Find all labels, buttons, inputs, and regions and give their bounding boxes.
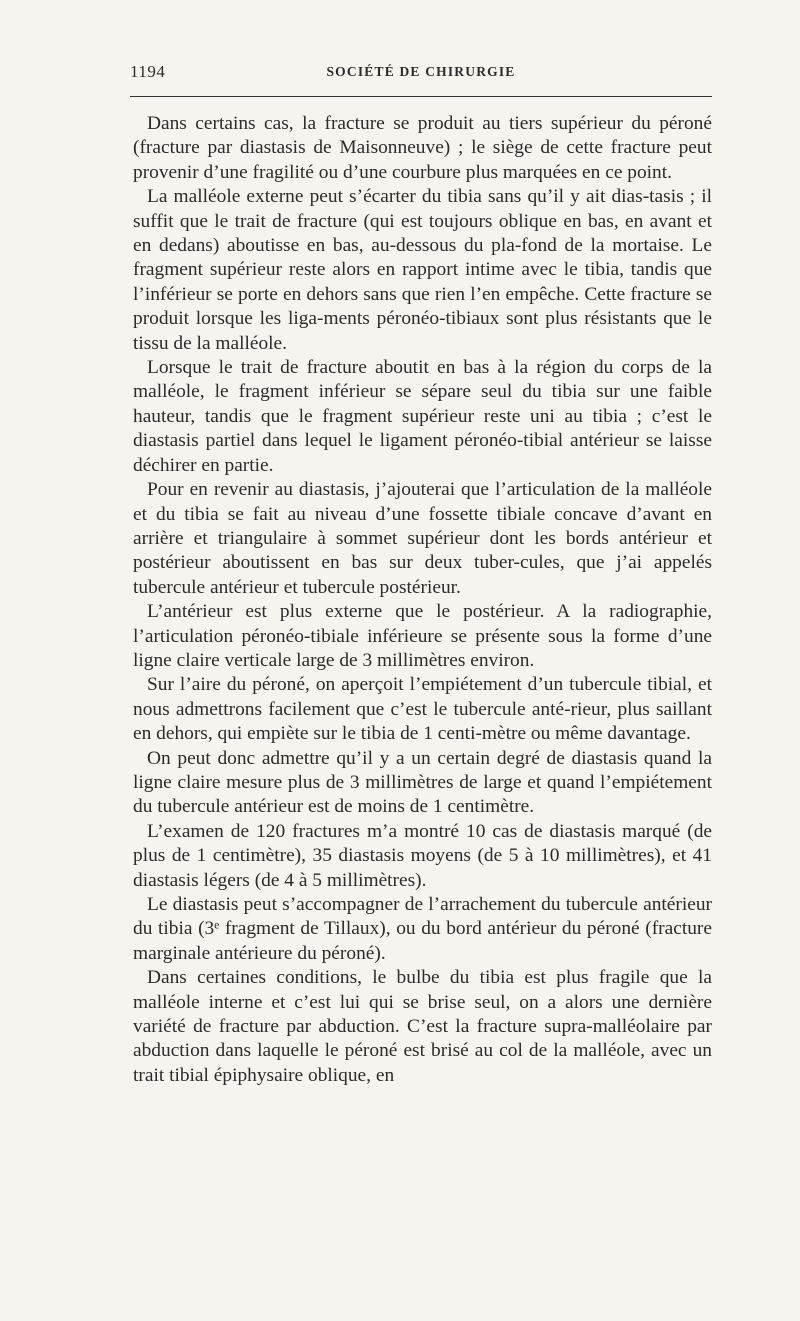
page-number: 1194 bbox=[130, 62, 166, 81]
paragraph: L’antérieur est plus externe que le postérieur. A la radiographie, l’articulation péronéo-tibiale inférieure se présente sous la forme d’une ligne claire verticale large de 3 millimètres environ. bbox=[133, 601, 712, 671]
paragraph: Dans certains cas, la fracture se produit au tiers supérieur du péroné (fracture par diastasis de Maisonneuve) ; le siège de cette fracture peut provenir d’une fragilité ou d’une courbure plus marquées en ce point. bbox=[133, 113, 712, 183]
paragraph: L’examen de 120 fractures m’a montré 10 cas de diastasis marqué (de plus de 1 centimètre), 35 diastasis moyens (de 5 à 10 millimètres), et 41 diastasis légers (de 4 à 5 millimètres). bbox=[133, 820, 712, 891]
paragraph: Lorsque le trait de fracture aboutit en bas à la région du corps de la malléole, le fragment inférieur se sépare seul du tibia sur une faible hauteur, tandis que le fragment supérieur reste uni au tibia ; c’est le diastasis partiel dans lequel le ligament péronéo-tibial antérieur se laisse déchirer en partie. bbox=[133, 357, 712, 476]
journal-title: SOCIÉTÉ DE CHIRURGIE bbox=[326, 64, 516, 79]
paragraph: Le diastasis peut s’accompagner de l’arrachement du tubercule antérieur du tibia (3ᵉ fragment de Tillaux), ou du bord antérieur du péroné (fracture marginale antérieure du péroné). bbox=[133, 894, 712, 964]
running-header bbox=[130, 62, 712, 84]
body-text bbox=[133, 112, 712, 1088]
paragraph: Dans certaines conditions, le bulbe du tibia est plus fragile que la malléole interne et c’est lui qui se brise seul, on a alors une dernière variété de fracture par abduction. C’est la fracture supra-malléolaire par abduction dans laquelle le péroné est brisé au col de la malléole, avec un trait tibial épiphysaire oblique, en bbox=[133, 967, 712, 1086]
paragraph: Pour en revenir au diastasis, j’ajouterai que l’articulation de la malléole et du tibia se fait au niveau d’une fossette tibiale concave d’avant en arrière et triangulaire à sommet supérieur dont les bords antérieur et postérieur aboutissent en bas sur deux tuber-cules, que j’ai appelés tubercule antérieur et tubercule postérieur. bbox=[133, 479, 712, 598]
paragraph: On peut donc admettre qu’il y a un certain degré de diastasis quand la ligne claire mesure plus de 3 millimètres de large et quand l’empiétement du tubercule antérieur est de moins de 1 centimètre. bbox=[133, 747, 712, 818]
paragraph: La malléole externe peut s’écarter du tibia sans qu’il y ait dias-tasis ; il suffit que le trait de fracture (qui est toujours oblique en bas, en avant et en dedans) aboutisse en bas, au-dessous du pla-fond de la mortaise. Le fragment supérieur reste alors en rapport intime avec le tibia, tandis que l’inférieur se porte en dehors sans que rien l’en empêche. Cette fracture se produit lorsque les liga-ments péronéo-tibiaux sont plus résistants que le tissu de la malléole. bbox=[133, 186, 712, 354]
header-rule bbox=[130, 96, 712, 97]
paragraph: Sur l’aire du péroné, on aperçoit l’empiétement d’un tubercule tibial, et nous admettrons facilement que c’est le tubercule anté-rieur, plus saillant en dehors, qui empiète sur le tibia de 1 centi-mètre ou même davantage. bbox=[133, 674, 712, 745]
